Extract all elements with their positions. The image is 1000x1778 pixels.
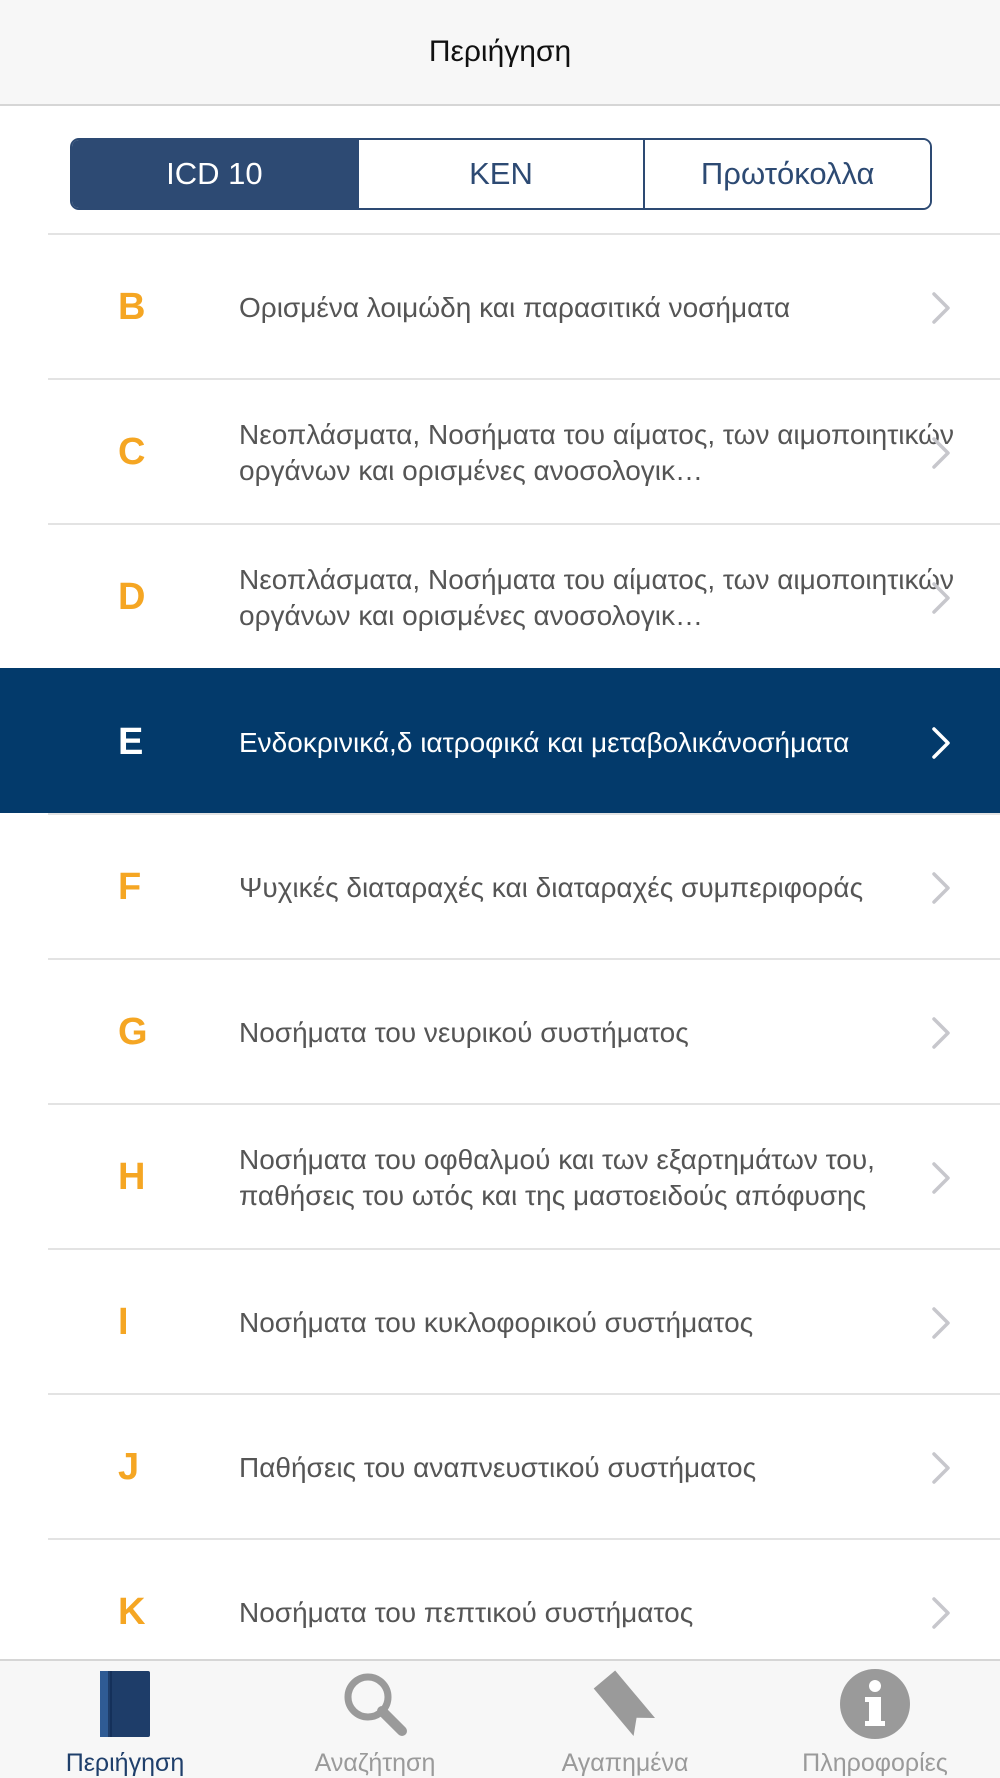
segment-ken[interactable]: ΚΕΝ	[357, 140, 644, 208]
chevron-right-icon	[926, 1395, 956, 1540]
chapter-title-wrap	[239, 1250, 959, 1395]
tab-favorites-label: Αγαπημένα	[561, 1749, 689, 1777]
chapter-letter: H	[118, 1156, 146, 1198]
tab-browse[interactable]	[0, 1661, 250, 1778]
chapter-title-wrap	[239, 380, 959, 525]
list-item[interactable]	[48, 958, 1000, 1103]
chevron-right-icon	[926, 815, 956, 960]
list-item[interactable]	[48, 1248, 1000, 1393]
chapter-title-wrap	[239, 960, 959, 1105]
chapter-letter: G	[118, 1011, 148, 1053]
list-item[interactable]	[48, 1103, 1000, 1248]
chapter-title-wrap	[239, 1105, 959, 1250]
tab-info-label: Πληροφορίες	[802, 1749, 948, 1777]
chapter-title: Νοσήματα του οφθαλμού και των εξαρτημάτων του, παθήσεις του ωτός και της μαστοειδούς απόφυσης	[239, 1143, 875, 1211]
chevron-right-icon	[926, 1540, 956, 1659]
bookmark-icon	[585, 1664, 665, 1744]
book-icon	[85, 1664, 165, 1744]
tab-favorites[interactable]	[500, 1661, 750, 1778]
chapter-title-wrap	[239, 1540, 959, 1659]
chevron-right-icon	[926, 670, 956, 815]
chapter-title-wrap	[239, 525, 959, 670]
chapter-title-wrap	[239, 670, 959, 815]
chapter-title: Νεοπλάσματα, Νοσήματα του αίματος, των αιμοποιητικών οργάνων και ορισμένες ανοσολογικ…	[239, 418, 955, 486]
chapter-title: Νοσήματα του νευρικού συστήματος	[239, 1016, 689, 1048]
chapter-letter: D	[118, 576, 146, 618]
tab-bar	[0, 1659, 1000, 1778]
chevron-right-icon	[926, 525, 956, 670]
chevron-right-icon	[926, 1105, 956, 1250]
tab-search-label: Αναζήτηση	[314, 1749, 436, 1777]
list-item[interactable]	[0, 668, 1000, 813]
navigation-bar	[0, 0, 1000, 106]
chevron-right-icon	[926, 1250, 956, 1395]
list-item[interactable]	[48, 1538, 1000, 1659]
tab-browse-label: Περιήγηση	[65, 1749, 185, 1777]
segmented-control	[70, 138, 932, 210]
chapter-title-wrap	[239, 815, 959, 960]
chapter-title: Ενδοκρινικά,δ ιατροφικά και μεταβολικάνοσήματα	[239, 726, 850, 758]
page-title: Περιήγηση	[428, 35, 572, 68]
segment-icd10[interactable]: ICD 10	[72, 140, 357, 208]
list-item[interactable]	[48, 813, 1000, 958]
chapter-letter: E	[118, 721, 144, 763]
chapter-letter: B	[118, 286, 146, 328]
chapter-title: Ορισμένα λοιμώδη και παρασιτικά νοσήματα	[239, 291, 791, 323]
chapter-title: Ψυχικές διαταραχές και διαταραχές συμπεριφοράς	[239, 871, 864, 903]
chapter-title-wrap	[239, 235, 959, 380]
chapter-list	[0, 233, 1000, 1659]
chapter-title: Νοσήματα του κυκλοφορικού συστήματος	[239, 1306, 754, 1338]
segment-protocols[interactable]: Πρωτόκολλα	[643, 140, 930, 208]
chevron-right-icon	[926, 960, 956, 1105]
chapter-letter: F	[118, 866, 142, 908]
tab-info[interactable]	[750, 1661, 1000, 1778]
chapter-letter: I	[118, 1301, 129, 1343]
list-item[interactable]	[48, 233, 1000, 378]
chapter-title-wrap	[239, 1395, 959, 1540]
chevron-right-icon	[926, 380, 956, 525]
info-icon	[835, 1664, 915, 1744]
list-item[interactable]	[48, 378, 1000, 523]
chapter-title: Παθήσεις του αναπνευστικού συστήματος	[239, 1451, 757, 1483]
search-icon	[335, 1664, 415, 1744]
list-item[interactable]	[48, 1393, 1000, 1538]
chapter-letter: K	[118, 1591, 146, 1633]
chapter-letter: J	[118, 1446, 140, 1488]
chapter-letter: C	[118, 431, 146, 473]
tab-search[interactable]	[250, 1661, 500, 1778]
list-item[interactable]	[48, 523, 1000, 668]
chevron-right-icon	[926, 235, 956, 380]
chapter-title: Νοσήματα του πεπτικού συστήματος	[239, 1596, 694, 1628]
chapter-title: Νεοπλάσματα, Νοσήματα του αίματος, των αιμοποιητικών οργάνων και ορισμένες ανοσολογικ…	[239, 563, 955, 631]
